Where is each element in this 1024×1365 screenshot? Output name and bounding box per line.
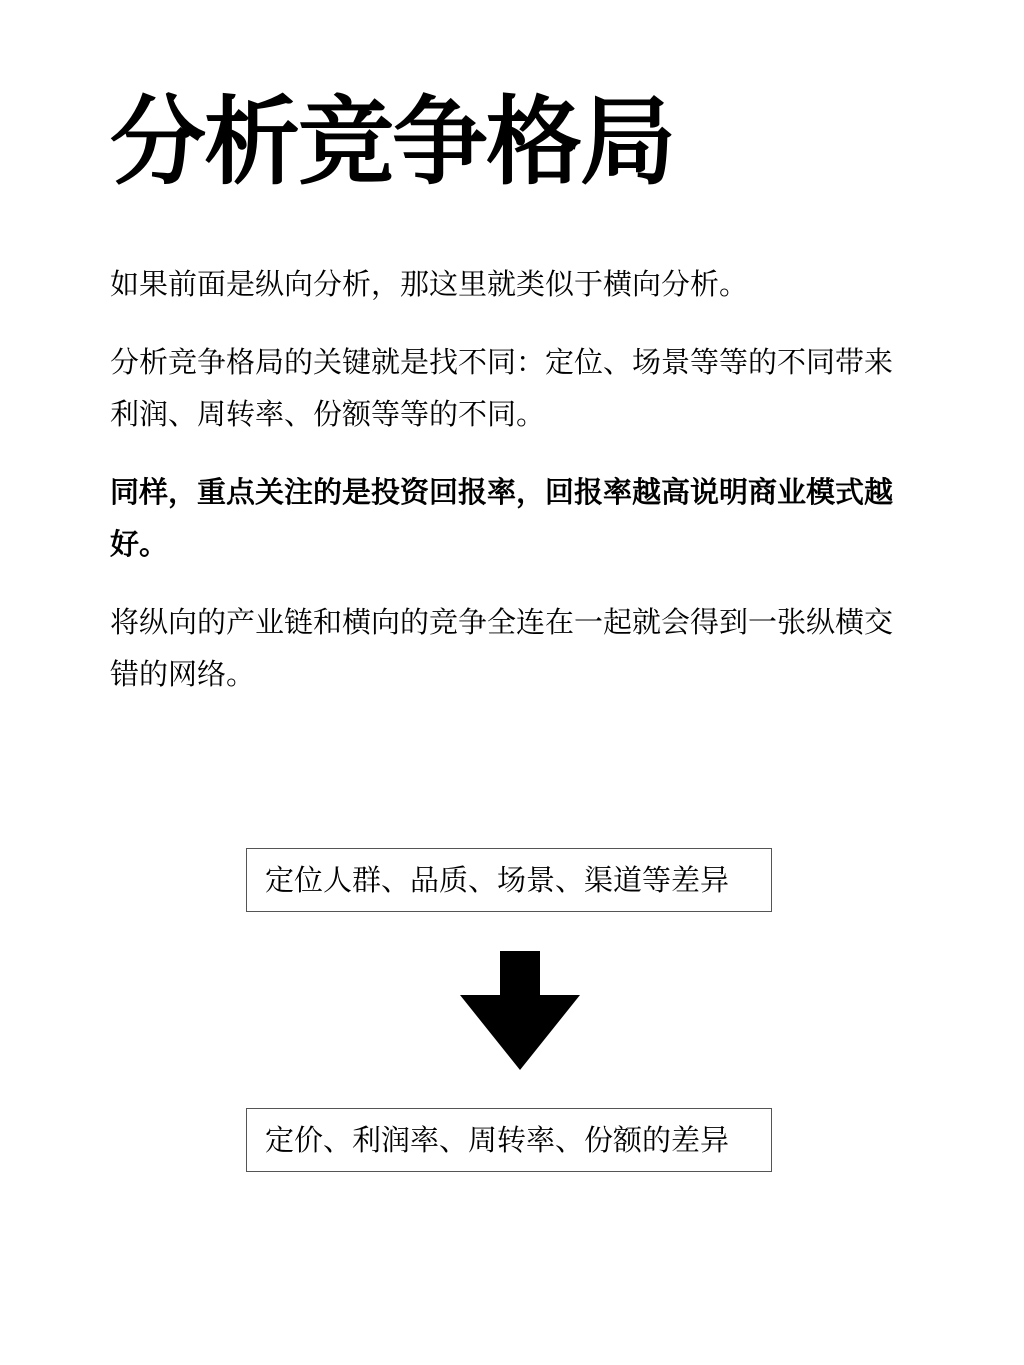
diagram-box-positioning-differences [246, 848, 772, 912]
paragraph-key-differences: 分析竞争格局的关键就是找不同：定位、场景等等的不同带来利润、周转率、份额等等的不同。 [110, 345, 894, 431]
diagram-box-financial-differences [246, 1108, 772, 1172]
diagram-box-label: 定价、利润率、周转率、份额的差异 [265, 1122, 730, 1157]
down-arrow-icon [460, 951, 580, 1071]
page-title: 分析竞争格局 [110, 86, 674, 198]
diagram-box-label: 定位人群、品质、场景、渠道等差异 [265, 862, 730, 897]
paragraph-horizontal-analysis: 如果前面是纵向分析，那这里就类似于横向分析。 [110, 267, 749, 301]
paragraph-roi-emphasis: 同样，重点关注的是投资回报率，回报率越高说明商业模式越好。 [110, 475, 894, 561]
paragraph-network: 将纵向的产业链和横向的竞争全连在一起就会得到一张纵横交错的网络。 [110, 605, 894, 691]
